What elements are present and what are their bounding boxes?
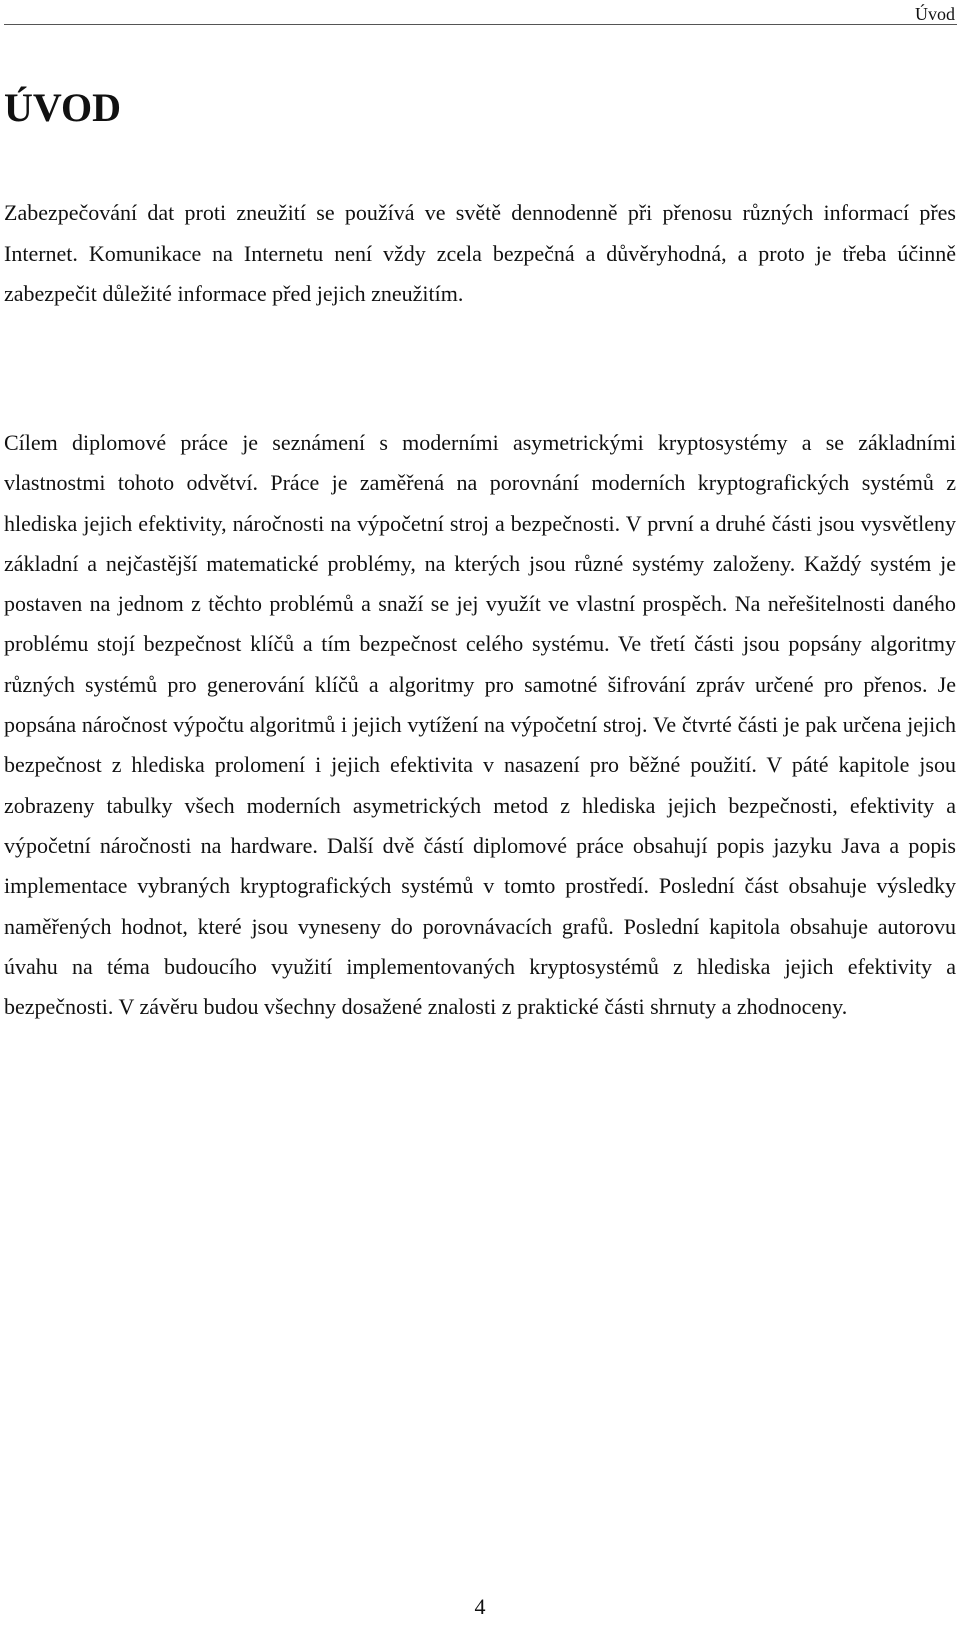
paragraph-thesis-goals: Cílem diplomové práce je seznámení s moderními asymetrickými kryptosystémy a se základními vlastnostmi tohoto odvětví. Práce je zaměřená na porovnání moderních kryptografických systémů z hlediska jejich efektivity, náročnosti na výpočetní stroj a bezpečnosti. V první a druhé části jsou vysvětleny základní a nejčastější matematické problémy, na kterých jsou různé systémy založeny. Každý systém je postaven na jednom z těchto problémů a snaží se jej využít ve vlastní prospěch. Na neřešitelnosti daného problému stojí bezpečnost klíčů a tím bezpečnost celého systému. Ve třetí části jsou popsány algoritmy různých systémů pro generování klíčů a algoritmy pro samotné šifrování zpráv určené pro přenos. Je popsána náročnost výpočtu algoritmů i jejich vytížení na výpočetní stroj. Ve čtvrté části je pak určena jejich bezpečnost z hlediska prolomení i jejich efektivita v nasazení pro běžné použití. V páté kapitole jsou zobrazeny tabulky všech moderních asymetrických metod z hlediska jejich bezpečnosti, efektivity a výpočetní náročnosti na hardware. Další dvě částí diplomové práce obsahují popis jazyku Java a popis implementace vybraných kryptografických systémů v tomto prostředí. Poslední část obsahuje výsledky naměřených hodnot, které jsou vyneseny do porovnávacích grafů. Poslední kapitola obsahuje autorovu úvahu na téma budoucího využití implementovaných kryptosystémů z hlediska jejich efektivity a bezpečnosti. V závěru budou všechny dosažené znalosti z praktické části shrnuty a zhodnoceny. [4, 430, 956, 1020]
page-number: 4 [474, 1594, 486, 1619]
running-header-title: Úvod [915, 4, 955, 24]
running-header [4, 0, 957, 25]
section-title: ÚVOD [4, 85, 121, 130]
paragraph-intro: Zabezpečování dat proti zneužití se používá ve světě dennodenně při přenosu různých informací přes Internet. Komunikace na Internetu není vždy zcela bezpečná a důvěryhodná, a proto je třeba účinně zabezpečit důležité informace před jejich zneužitím. [4, 200, 956, 306]
